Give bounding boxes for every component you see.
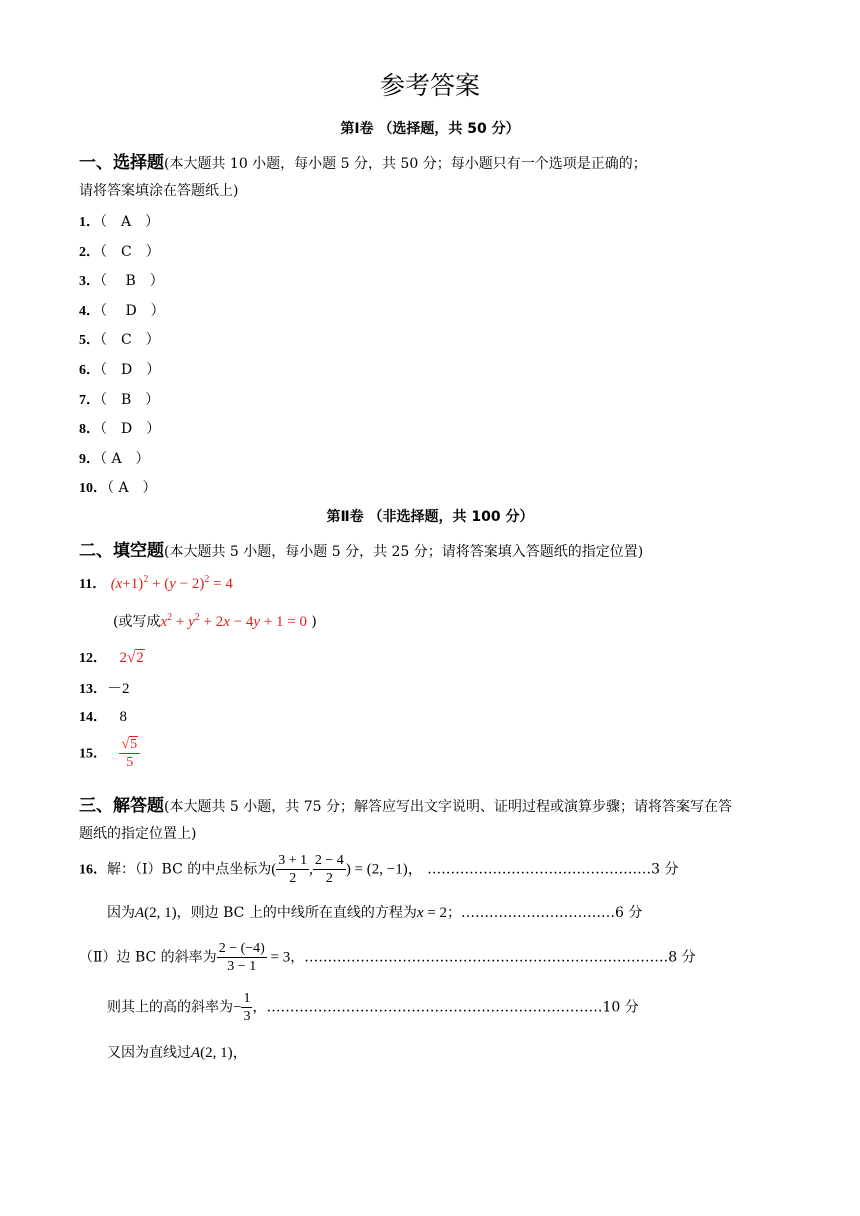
section-1-desc: (本大题共 10 小题，每小题 5 分，共 50 分；每小题只有一个选项是正确的；	[164, 156, 647, 172]
answer-radical: 2√2	[119, 650, 144, 666]
solution-16-line-2: 因为A(2, 1)，则边 BC 上的中线所在直线的方程为x = 2；……………………………6 分	[107, 905, 643, 921]
fill-answer-15	[79, 736, 140, 771]
fill-answer-14	[79, 706, 127, 726]
fill-answer-11-alt	[113, 611, 317, 631]
score-dots: ，………………………………………………………………10 分	[252, 999, 639, 1016]
section-1-title: 一、选择题	[79, 153, 164, 173]
point-a: A(2, 1)	[135, 905, 177, 921]
answer-choice: （ A ）	[100, 450, 150, 467]
answer-value: －2	[107, 681, 130, 697]
choice-answer-item	[79, 389, 159, 409]
solution-16-line-1: 16．解：（Ⅰ）BC 的中点坐标为( $\frac{3 + 1}{2}$ , $\frac{2 - 4}{2}$ ) = (2, −1)， …………………………………………3 分	[79, 853, 679, 886]
median-equation: x = 2	[416, 905, 447, 921]
alt-equation: $x^2 + y^2 + 2x - 4y + 1 = 0$	[160, 612, 307, 630]
section-1-header	[79, 148, 647, 173]
section-1-desc-cont: 请将答案填涂在答题纸上)	[79, 183, 239, 199]
choice-answer-item	[79, 448, 150, 468]
choice-answer-item	[79, 211, 159, 231]
choice-answer-item	[79, 359, 160, 379]
answer-choice: （ B ）	[100, 391, 160, 408]
choice-answer-item	[79, 418, 160, 438]
question-number: 15．	[79, 746, 107, 762]
choice-answer-item	[79, 477, 157, 497]
question-number: 5．	[79, 333, 100, 349]
question-number: 14．	[79, 710, 107, 725]
fraction-y: $\frac{2 - 4}{2}$	[314, 853, 344, 886]
question-number: 9．	[79, 451, 100, 467]
section-2-desc: (本大题共 5 小题，每小题 5 分，共 25 分；请将答案填入答题纸的指定位置)	[164, 544, 644, 560]
answer-choice: （ D ）	[100, 362, 161, 378]
answer-choice: （ D ）	[100, 421, 161, 438]
question-number: 11．	[79, 577, 107, 592]
choice-answer-item	[79, 270, 164, 290]
answer-choice: （ A ）	[107, 480, 157, 497]
choice-answer-item	[79, 329, 160, 349]
part-2-heading: 第Ⅱ卷 （非选择题，共 100 分）	[326, 509, 534, 525]
question-number: 7．	[79, 392, 100, 408]
section-2-title: 二、填空题	[79, 541, 164, 561]
fill-answer-13	[79, 677, 130, 698]
question-number: 2．	[79, 244, 100, 260]
part-1-heading: 第Ⅰ卷 （选择题，共 50 分）	[340, 121, 520, 137]
solution-16-line-3: （Ⅱ）边 BC 的斜率为 $\frac{2 - (-4)}{3 - 1}$ = 3，……………………………………………………………………8 分	[79, 941, 696, 974]
question-number: 3．	[79, 274, 100, 290]
score-dots: ，……………………………………………………………………8 分	[290, 949, 696, 966]
solution-16-line-5: 又因为直线过A(2, 1)，	[107, 1045, 248, 1061]
answer-equation: $(x+1)^2 + (y - 2)^2 = 4$	[110, 574, 233, 592]
question-number: 8．	[79, 422, 100, 438]
score-dots: …………………………………………3 分	[427, 861, 679, 878]
score-dots: ；……………………………6 分	[446, 905, 643, 921]
section-2-header	[79, 536, 643, 561]
fill-answer-12	[79, 647, 145, 667]
question-number: 4．	[79, 303, 100, 319]
answer-value: 8	[119, 709, 127, 725]
answer-fraction: $\frac{√5}{5}$	[119, 736, 140, 771]
section-3-desc: (本大题共 5 小题，共 75 分；解答应写出文字说明、证明过程或演算步骤；请将答案写在答	[164, 799, 732, 815]
solution-text: 解：（Ⅰ）BC 的中点坐标为	[107, 861, 272, 878]
question-number: 16．	[79, 862, 107, 878]
answer-choice: （ B ）	[100, 273, 164, 290]
choice-answer-item	[79, 241, 160, 261]
point-a: A(2, 1)，	[191, 1045, 248, 1061]
question-number: 10．	[79, 481, 107, 497]
section-3-header	[79, 791, 732, 816]
question-number: 12．	[79, 651, 107, 666]
alt-suffix: )	[306, 614, 317, 630]
answer-choice: （ D ）	[100, 302, 165, 319]
fraction-x: $\frac{3 + 1}{2}$	[278, 853, 308, 886]
choice-answer-item	[79, 300, 165, 320]
section-3-desc-cont: 题纸的指定位置上)	[79, 826, 197, 842]
question-number: 6．	[79, 363, 100, 378]
alt-prefix: (或写成	[113, 614, 161, 630]
question-number: 13．	[79, 682, 107, 697]
height-slope-fraction: $\frac{1}{3}$	[243, 991, 251, 1024]
answer-choice: （ A ）	[100, 214, 160, 230]
question-number: 1．	[79, 215, 100, 230]
section-3-title: 三、解答题	[79, 796, 164, 816]
answer-choice: （ C ）	[100, 332, 160, 349]
slope-fraction: $\frac{2 - (-4)}{3 - 1}$	[218, 941, 265, 974]
fill-answer-11	[79, 573, 233, 593]
page-title: 参考答案	[379, 71, 480, 100]
answer-choice: （ C ）	[100, 243, 160, 260]
solution-16-line-4: 则其上的高的斜率为− $\frac{1}{3}$ ，………………………………………………………………10 分	[107, 991, 639, 1024]
